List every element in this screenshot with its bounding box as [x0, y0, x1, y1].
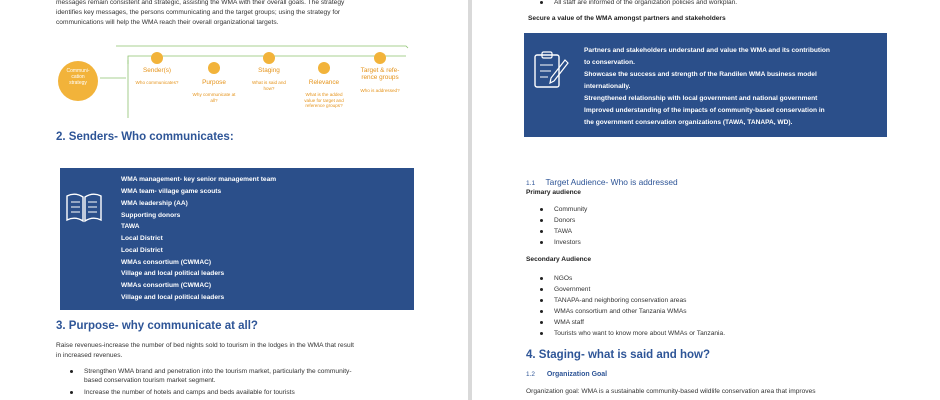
stage-sub-purpose: Why communicate at all?	[192, 92, 236, 103]
stage-label-relevance: Relevance	[308, 79, 340, 86]
organization-goal-heading	[526, 371, 607, 378]
value-line: Showcase the success and strength of the Randilen WMA business model	[584, 71, 817, 78]
strategy-circle-label: Communi- cation strategy	[66, 68, 90, 86]
sender-item: TAWA	[121, 223, 140, 230]
sender-item: WMA team- village game scouts	[121, 188, 222, 195]
intro-line-2: identifies key messages, the persons communicating and the target groups; using the strategy for	[56, 9, 341, 16]
target-section-title: Target Audience- Who is addressed	[545, 177, 678, 187]
secondary-audience-item: WMAs consortium and other Tanzania WMAs	[554, 308, 687, 315]
value-line: Strengthened relationship with local government and national government	[584, 95, 818, 102]
stage-sub-senders: Who communicates?	[135, 80, 179, 85]
clipboard-pen-icon	[532, 50, 570, 90]
senders-box	[60, 168, 414, 310]
relevance-icon	[318, 62, 330, 74]
sender-item: Supporting donors	[121, 212, 181, 219]
stage-label-target: Target & refe- rence groups	[360, 67, 400, 81]
document-page-right	[472, 0, 940, 400]
staff-bullet: All staff are informed of the organization policies and workplan.	[554, 0, 738, 6]
primary-audience-label: Primary audience	[526, 189, 581, 196]
sender-icon	[151, 52, 163, 64]
secondary-audience-item: TANAPA-and neighboring conservation areas	[554, 297, 687, 304]
sender-item: WMA management- key senior management team	[121, 176, 277, 183]
org-section-number: 1.2	[526, 371, 535, 378]
staging-icon	[263, 52, 275, 64]
stage-sub-relevance: What is the added value for target and reference groups?	[304, 92, 344, 109]
target-audience-heading	[526, 177, 678, 187]
stage-label-senders: Sender(s)	[142, 67, 172, 74]
stage-sub-staging: What is said and how?	[252, 80, 286, 91]
sender-item: Local District	[121, 235, 163, 242]
senders-heading: 2. Senders- Who communicates:	[56, 131, 234, 143]
secondary-audience-item: WMA staff	[554, 319, 584, 326]
sender-item: WMAs consortium (CWMAC)	[121, 259, 212, 266]
org-section-title: Organization Goal	[546, 371, 608, 378]
value-line: Partners and stakeholders understand and value the WMA and its contribution	[584, 47, 830, 54]
purpose-bullet: Strengthen WMA brand and penetration into the tourism market, particularly the community-	[84, 368, 352, 375]
purpose-bullet: Increase the number of hotels and camps and beds available for tourists	[84, 389, 295, 396]
stage-sub-target: Who is addressed?	[360, 88, 400, 93]
value-line: to conservation.	[584, 59, 635, 66]
intro-line-3: communications will help the WMA reach their overall organizational targets.	[56, 19, 279, 26]
sender-item: Village and local political leaders	[121, 294, 225, 301]
target-icon	[374, 52, 386, 64]
sender-item: Local District	[121, 247, 163, 254]
stage-label-purpose: Purpose	[202, 79, 226, 86]
sender-item: WMAs consortium (CWMAC)	[121, 282, 212, 289]
primary-audience-item: Donors	[554, 217, 576, 224]
communication-strategy-diagram	[56, 38, 416, 124]
primary-audience-item: Community	[554, 206, 588, 213]
sender-item: WMA leadership (AA)	[121, 200, 188, 207]
value-line: Improved understanding of the impacts of community-based conservation in	[584, 107, 825, 114]
intro-line-1: messages remain consistent and strategic, assisting the WMA with their overall goals. The strategy	[56, 0, 345, 6]
stage-label-staging: Staging	[258, 67, 280, 74]
secure-value-heading: Secure a value of the WMA amongst partners and stakeholders	[528, 15, 726, 22]
value-line: internationally.	[584, 83, 631, 90]
document-page-left	[0, 0, 468, 400]
purpose-line-1: Raise revenues-increase the number of bed nights sold to tourism in the lodges in the WMA that result	[56, 342, 354, 349]
secondary-audience-label: Secondary Audience	[526, 256, 591, 263]
sender-item: Village and local political leaders	[121, 270, 225, 277]
purpose-line-2: in increased revenues.	[56, 352, 123, 359]
primary-audience-item: Investors	[554, 239, 581, 246]
staging-heading: 4. Staging- what is said and how?	[526, 349, 711, 361]
primary-audience-item: TAWA	[554, 228, 573, 235]
value-box	[524, 33, 887, 137]
purpose-bullet-continuation: based conservation tourism market segment.	[84, 377, 216, 384]
purpose-heading: 3. Purpose- why communicate at all?	[56, 320, 258, 332]
target-section-number: 1.1	[526, 180, 536, 187]
open-book-icon	[64, 190, 104, 224]
secondary-audience-item: Tourists who want to know more about WMAs or Tanzania.	[554, 330, 726, 337]
organization-goal-text: Organization goal: WMA is a sustainable community-based wildlife conservation area that improves	[526, 388, 816, 395]
secondary-audience-item: NGOs	[554, 275, 573, 282]
purpose-icon	[208, 62, 220, 74]
value-line: the government conservation organizations (TAWA, TANAPA, WD).	[584, 119, 793, 126]
secondary-audience-item: Government	[554, 286, 591, 293]
